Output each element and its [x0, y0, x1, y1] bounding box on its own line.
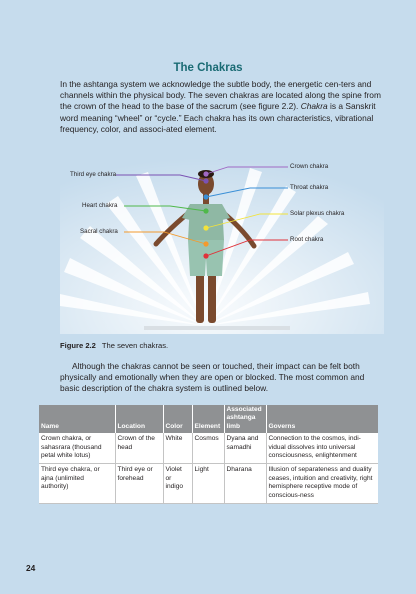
section-title: The Chakras [173, 62, 243, 74]
cell-limb: Dharana [224, 464, 266, 504]
header-color: Color [163, 405, 192, 433]
solar-plexus-point [203, 225, 208, 230]
crown-point [203, 171, 208, 176]
header-limb: Associated ashtanga limb [224, 405, 266, 433]
cell-governs: Illusion of separateness and duality ceases, intuition and creativity, right hemisphere receptive mode of conscious-ness [266, 464, 378, 504]
throat-point [203, 194, 208, 199]
label-solar-plexus: Solar plexus chakra [290, 210, 345, 217]
table-row [39, 433, 378, 464]
cell-name: Third eye chakra, or ajna (unlimited authority) [39, 464, 115, 504]
cell-element: Cosmos [192, 433, 224, 464]
label-third-eye: Third eye chakra [70, 171, 117, 178]
cell-color: Violet or indigo [163, 464, 192, 504]
header-name: Name [39, 405, 115, 433]
heart-point [203, 208, 208, 213]
table-header-row [39, 405, 378, 433]
floor-mat [144, 326, 290, 330]
chakra-figure [60, 148, 384, 334]
table-row [39, 464, 378, 504]
caption-text: The seven chakras. [101, 341, 169, 350]
intro-paragraph [60, 79, 382, 135]
third-eye-point [203, 178, 208, 183]
chakra-table [39, 405, 378, 504]
intro-chakra-word: Chakra [300, 101, 328, 112]
caption-number: Figure 2.2 [60, 341, 96, 350]
sacral-point [203, 241, 208, 246]
cell-color: White [163, 433, 192, 464]
label-root: Root chakra [290, 236, 324, 243]
label-sacral: Sacral chakra [80, 228, 118, 235]
label-heart: Heart chakra [82, 202, 118, 209]
body-paragraph: Although the chakras cannot be seen or touched, their impact can be felt both physically and emotionally when they are open or blocked. The most common and basic description of the chakra system is outlined below. [60, 361, 365, 394]
figure-caption [60, 341, 168, 350]
intro-text-1: In the ashtanga system we acknowledge the subtle body, the energetic cen-ters and channels within the physical body. The seven chakras are located along the spine from the crown of the head to the base of the sacrum (see figure 2.2). [60, 79, 381, 112]
header-location: Location [115, 405, 163, 433]
cell-location: Crown of the head [115, 433, 163, 464]
intro-text-2: is a Sanskrit word meaning “wheel” or “cycle.” Each chakra has its own characteristics, vibrational frequency, color, and associ-ated element. [60, 101, 376, 134]
cell-governs: Connection to the cosmos, indi-vidual dissolves into universal consciousness, enlightenment [266, 433, 378, 464]
cell-limb: Dyana and samadhi [224, 433, 266, 464]
label-throat: Throat chakra [290, 184, 329, 191]
root-point [203, 253, 208, 258]
label-crown: Crown chakra [290, 163, 329, 170]
header-governs: Governs [266, 405, 378, 433]
right-leg [208, 273, 216, 323]
cell-location: Third eye or forehead [115, 464, 163, 504]
cell-element: Light [192, 464, 224, 504]
page-number: 24 [26, 563, 36, 573]
header-element: Element [192, 405, 224, 433]
left-leg [196, 273, 204, 323]
cell-name: Crown chakra, or sahasrara (thousand petal white lotus) [39, 433, 115, 464]
